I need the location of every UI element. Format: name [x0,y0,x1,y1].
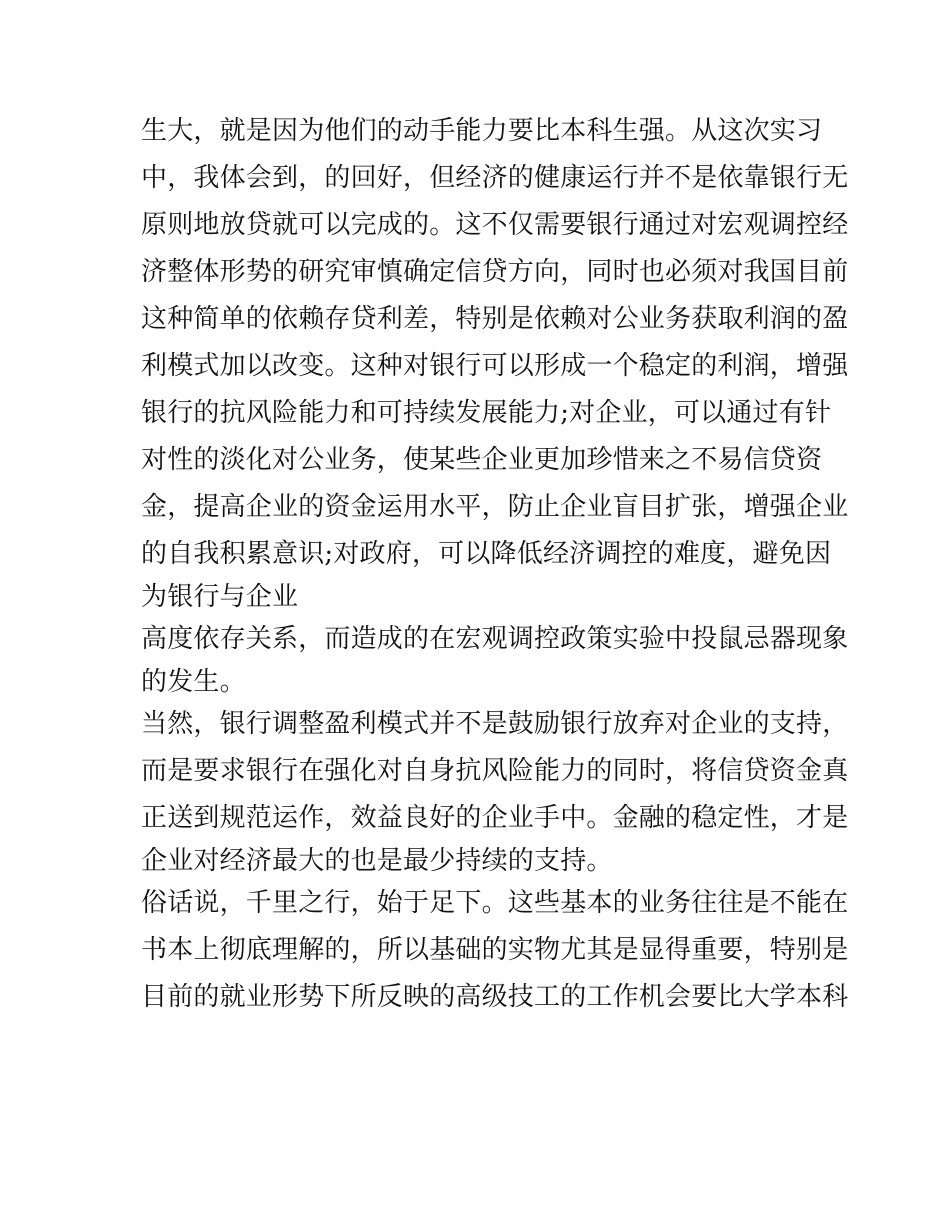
text-line: 的发生。 [141,667,246,697]
text-line: 银行的抗风险能力和可持续发展能力;对企业，可以通过有针 [141,398,832,428]
text-line: 而是要求银行在强化对自身抗风险能力的同时，将信贷资金真 [141,756,849,786]
text-line: 目前的就业形势下所反映的高级技工的工作机会要比大学本科 [141,982,849,1012]
text-line: 为银行与企业 [141,582,299,612]
text-line: 俗话说，千里之行，始于足下。这些基本的业务往往是不能在 [141,888,849,918]
text-line: 这种简单的依赖存贷利差，特别是依赖对公业务获取利润的盈 [141,304,849,334]
text-line: 当然，银行调整盈利模式并不是鼓励银行放弃对企业的支持， [141,709,849,739]
text-line: 书本上彻底理解的，所以基础的实物尤其是显得重要，特别是 [141,935,849,965]
text-line: 济整体形势的研究审慎确定信贷方向，同时也必须对我国目前 [141,257,849,287]
body-text [141,108,849,1021]
text-line: 的自我积累意识;对政府，可以降低经济调控的难度，避免因 [141,539,832,569]
text-line: 利模式加以改变。这种对银行可以形成一个稳定的利润，增强 [141,351,849,381]
text-line: 原则地放贷就可以完成的。这不仅需要银行通过对宏观调控经 [141,210,849,240]
text-line: 生大，就是因为他们的动手能力要比本科生强。从这次实习 [141,116,823,146]
text-line: 中，我体会到，的回好，但经济的健康运行并不是依靠银行无 [141,163,849,193]
text-line: 高度依存关系，而造成的在宏观调控政策实验中投鼠忌器现象 [141,624,849,654]
text-line: 正送到规范运作，效益良好的企业手中。金融的稳定性，才是 [141,803,849,833]
text-line: 对性的淡化对公业务，使某些企业更加珍惜来之不易信贷资 [141,445,823,475]
text-line: 金，提高企业的资金运用水平，防止企业盲目扩张，增强企业 [141,492,849,522]
text-line: 企业对经济最大的也是最少持续的支持。 [141,846,613,876]
